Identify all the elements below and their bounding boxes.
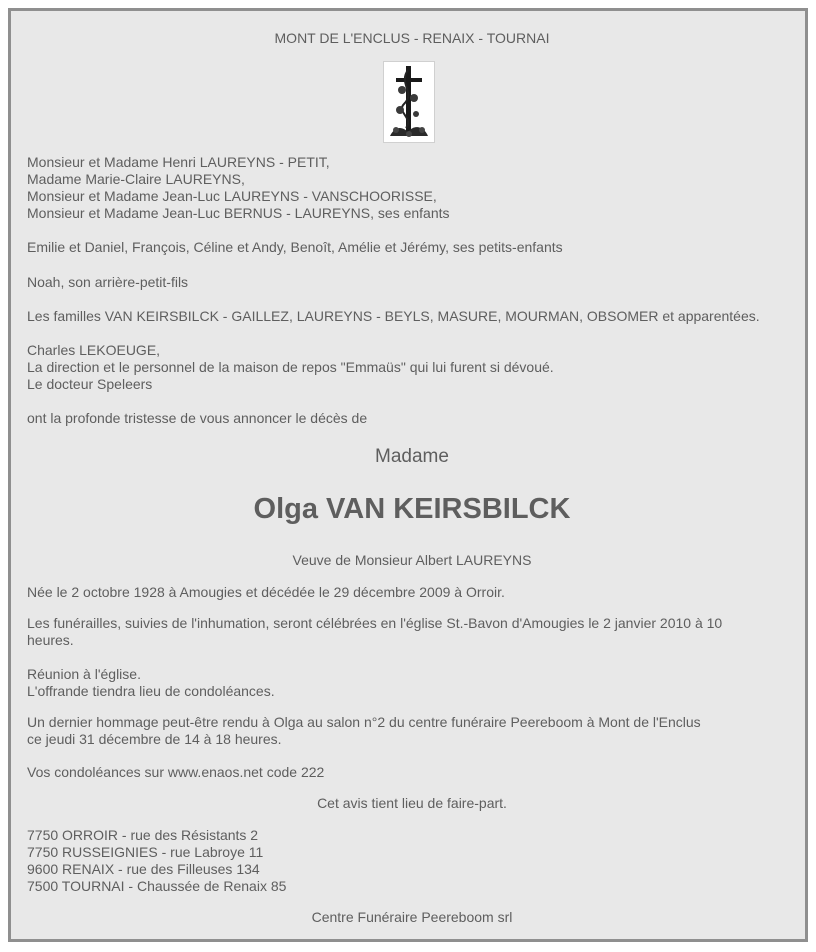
other-line: La direction et le personnel de la maison de repos "Emmaüs" qui lui furent si dévoué. (27, 359, 554, 375)
condolences: Vos condoléances sur www.enaos.net code 222 (27, 764, 325, 780)
cross-with-roses-icon (383, 61, 435, 143)
funeral-info (27, 615, 797, 649)
deceased-title: Madame (375, 446, 449, 467)
deceased-name: Olga VAN KEIRSBILCK (253, 493, 571, 525)
funeral-line: Les funérailles, suivies de l'inhumation, seront célébrées en l'église St.-Bavon d'Amougies le 2 janvier 2010 à 10 (27, 615, 723, 631)
other-line: Le docteur Speleers (27, 376, 153, 392)
child-line: Monsieur et Madame Jean-Luc LAUREYNS - VANSCHOORISSE, (27, 188, 437, 204)
grandchildren: Emilie et Daniel, François, Céline et Andy, Benoît, Amélie et Jérémy, ses petits-enfants (27, 239, 563, 255)
address-line: 9600 RENAIX - rue des Filleuses 134 (27, 861, 260, 877)
child-line: Monsieur et Madame Henri LAUREYNS - PETIT, (27, 154, 330, 170)
families: Les familles VAN KEIRSBILCK - GAILLEZ, LAUREYNS - BEYLS, MASURE, MOURMAN, OBSOMER et apparentées. (27, 308, 760, 324)
reunion-line: Réunion à l'église. (27, 666, 141, 682)
addresses-list (27, 827, 797, 895)
obituary-card (8, 8, 808, 942)
announcement: ont la profonde tristesse de vous annoncer le décès de (27, 410, 368, 426)
notice: Cet avis tient lieu de faire-part. (317, 795, 507, 811)
children-list (27, 154, 797, 222)
others-list (27, 342, 797, 393)
homage-line: Un dernier hommage peut-être rendu à Olga au salon n°2 du centre funéraire Peereboom à Mont de l'Enclus (27, 714, 701, 730)
funeral-home-footer: Centre Funéraire Peereboom srl (311, 909, 513, 925)
address-line: 7750 RUSSEIGNIES - rue Labroye 11 (27, 844, 264, 860)
address-line: 7750 ORROIR - rue des Résistants 2 (27, 827, 259, 843)
reunion-line: L'offrande tiendra lieu de condoléances. (27, 683, 275, 699)
funeral-line: heures. (27, 632, 74, 648)
birth-death: Née le 2 octobre 1928 à Amougies et décédée le 29 décembre 2009 à Orroir. (27, 584, 505, 600)
location-header: MONT DE L'ENCLUS - RENAIX - TOURNAI (274, 30, 550, 46)
child-line: Madame Marie-Claire LAUREYNS, (27, 171, 245, 187)
child-line: Monsieur et Madame Jean-Luc BERNUS - LAUREYNS, ses enfants (27, 205, 450, 221)
reunion-info (27, 666, 797, 700)
address-line: 7500 TOURNAI - Chaussée de Renaix 85 (27, 878, 287, 894)
great-grandchild: Noah, son arrière-petit-fils (27, 274, 189, 290)
homage-info (27, 714, 797, 748)
other-line: Charles LEKOEUGE, (27, 342, 161, 358)
widow-line: Veuve de Monsieur Albert LAUREYNS (292, 552, 532, 568)
homage-line: ce jeudi 31 décembre de 14 à 18 heures. (27, 731, 282, 747)
